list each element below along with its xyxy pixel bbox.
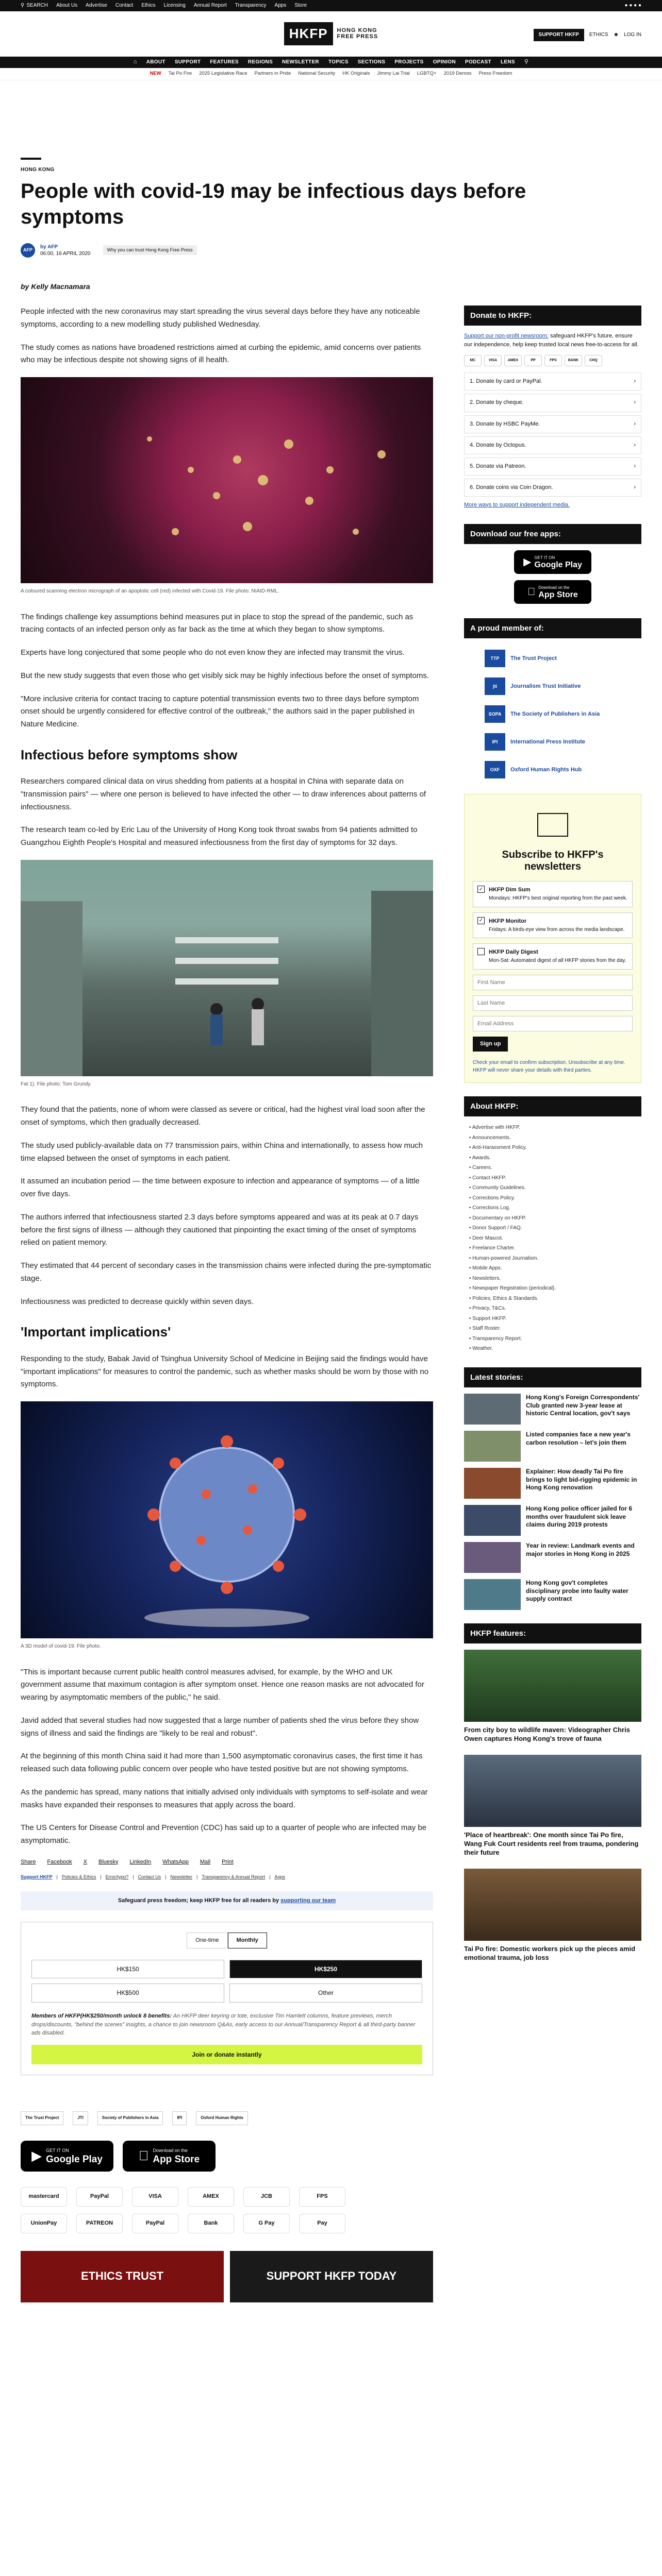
play-icon: ▶: [31, 2148, 42, 2164]
about-link[interactable]: • Contact HKFP.: [469, 1173, 641, 1183]
member-org[interactable]: OXF Oxford Human Rights Hub: [485, 756, 621, 784]
about-link[interactable]: • Staff Roster.: [469, 1324, 641, 1334]
share-label: Share: [21, 1858, 36, 1865]
about-link[interactable]: • Mobile Apps.: [469, 1263, 641, 1274]
payment-logo: PATREON: [76, 2214, 123, 2233]
covid-model-illustration: [21, 1401, 433, 1638]
byline-meta: [40, 244, 91, 257]
error-typo-link[interactable]: Error/typo?: [105, 1874, 129, 1879]
paragraph: It assumed an incubation period — the time between exposure to infection and appearance of symptoms — of a little over five days.: [21, 1177, 420, 1199]
paragraph: The study comes as nations have broadened restrictions aimed at curbing the epidemic, amid concerns over patients who may be infectious despite not showing signs of ill health.: [21, 343, 421, 365]
topbar-link-licensing[interactable]: Licensing: [163, 3, 186, 9]
paragraph: "More inclusive criteria for contact tracing to capture potential transmission events two to three days before symptom onset should be urgently considered for effective control of the outbreak," the authors said in the paper published in Nature Medicine.: [21, 694, 419, 729]
email-field[interactable]: [473, 1016, 633, 1031]
top-utility-bar: [0, 0, 662, 11]
share-bar: [21, 1858, 433, 1867]
story-thumbnail: [464, 1542, 521, 1573]
trending-item[interactable]: 2019 Demos: [443, 71, 472, 77]
first-name-field[interactable]: [473, 975, 633, 990]
story-thumbnail: [464, 1468, 521, 1499]
nav-podcast[interactable]: PODCAST: [465, 59, 491, 65]
topbar-link-annual-report[interactable]: Annual Report: [193, 3, 227, 9]
topbar-link-transparency[interactable]: Transparency: [235, 3, 267, 9]
promo-banners: [21, 2251, 433, 2302]
payment-logo: AMEX: [188, 2187, 234, 2207]
share-x[interactable]: X: [83, 1858, 88, 1865]
virus-micrograph-image: [21, 377, 433, 583]
login-link[interactable]: LOG IN: [624, 32, 641, 38]
about-link[interactable]: • Anti-Harassment Policy.: [469, 1143, 641, 1153]
payment-logo: FPS: [299, 2187, 345, 2207]
social-icons[interactable]: ● ● ● ●: [624, 3, 641, 9]
paragraph: People infected with the new coronavirus may start spreading the virus several days before they have any noticeable symptoms, according to a new modelling study published Wednesday.: [21, 307, 420, 329]
google-play-badge[interactable]: ▶ GET IT ON Google Play: [514, 550, 591, 574]
support-hkfp-button[interactable]: SUPPORT HKFP: [534, 29, 584, 41]
app-store-badges: [21, 2141, 433, 2172]
donate-method-item[interactable]: 6. Donate coins via Coin Dragon. ›: [464, 479, 641, 497]
checkbox[interactable]: [477, 948, 485, 955]
donate-method-item[interactable]: 3. Donate by HSBC PayMe. ›: [464, 415, 641, 433]
last-name-field[interactable]: [473, 995, 633, 1011]
frequency-toggle: [31, 1933, 422, 1948]
byline-author[interactable]: by AFP: [40, 244, 58, 250]
payment-methods: [21, 2187, 433, 2233]
features-widget-title: HKFP features:: [464, 1623, 641, 1643]
newsletter-note: Check your email to confirm subscription. Unsubscribe at any time. HKFP will never share your details with third parties.: [473, 1059, 625, 1073]
about-link[interactable]: • Awards.: [469, 1153, 641, 1163]
story-item[interactable]: Year in review: Landmark events and major stories in Hong Kong in 2025: [464, 1542, 641, 1573]
paragraph: The findings challenge key assumptions behind measures put in place to stop the spread of the pandemic, such as tracing contacts of an infected person only as far back as the time at which they began to show symptoms.: [21, 612, 413, 634]
page-container: [21, 158, 641, 2302]
trending-bar: [0, 68, 662, 80]
partner-logo[interactable]: IPI: [172, 2111, 187, 2125]
article-author: by Kelly Macnamara: [21, 282, 90, 291]
payment-card-icons: [464, 355, 641, 366]
paragraph: The study used publicly-available data on 77 transmission pairs, within China and internationally, to assess how much time elapsed between the onset of symptoms in each patient.: [21, 1141, 423, 1163]
payment-logo: UnionPay: [21, 2214, 67, 2233]
newsletter-option[interactable]: HKFP Daily Digest Mon-Sat: Automated digest of all HKFP stories from the day.: [473, 943, 633, 970]
home-icon[interactable]: ⌂: [133, 59, 137, 65]
about-links: [464, 1123, 641, 1354]
trending-item[interactable]: Press Freedom: [478, 71, 512, 77]
partner-logo[interactable]: JTI: [73, 2111, 88, 2125]
street-scene-image: [21, 860, 433, 1076]
paragraph: As the pandemic has spread, many nations that initially advised only individuals with symptoms to self-isolate and wear masks have expanded their responses to measures that apply across the board.: [21, 1787, 428, 1809]
main-nav: [0, 57, 662, 68]
about-link[interactable]: • Advertise with HKFP.: [469, 1123, 641, 1133]
member-org[interactable]: SOPA The Society of Publishers in Asia: [485, 700, 621, 728]
partner-logo[interactable]: The Trust Project: [21, 2111, 63, 2125]
card-icon: CHQ: [585, 355, 602, 366]
author-avatar[interactable]: AFP: [21, 243, 35, 258]
trending-item[interactable]: Jimmy Lai Trial: [377, 71, 410, 77]
donate-method-item[interactable]: 5. Donate via Patreon. ›: [464, 457, 641, 476]
donation-form: [21, 1922, 433, 2075]
card-icon: AMEX: [504, 355, 522, 366]
article-footer-links: Support HKFP | Policies & Ethics | Error/typo? | Contact Us | Newsletter | Transparency & Annual Report | Apps: [21, 1874, 433, 1881]
join-donate-button[interactable]: Join or donate instantly: [31, 2045, 422, 2065]
partner-logo[interactable]: Society of Publishers in Asia: [97, 2111, 163, 2125]
paragraph: But the new study suggests that even those who get visibly sick may be highly infectious before the onset of symptoms.: [21, 671, 429, 680]
member-organizations: [464, 645, 641, 784]
chevron-right-icon: ›: [634, 420, 636, 427]
paragraph: At the beginning of this month China said it had more than 1,500 asymptomatic coronavirus cases, the first time it has released such data following public concern over people who have tested positive but are not showing symptoms.: [21, 1752, 423, 1774]
apple-icon: [139, 2145, 149, 2166]
article-body: [21, 306, 433, 2302]
logo-mark: HKFP: [284, 22, 333, 45]
apps-widget-title: Download our free apps:: [464, 524, 641, 544]
payment-logo: Bank: [188, 2214, 234, 2233]
image-caption: A coloured scanning electron micrograph of an apoptotic cell (red) infected with Covid-19. File photo: NIAID-RML.: [21, 588, 279, 595]
member-org[interactable]: jti Journalism Trust Initiative: [485, 672, 621, 700]
nav-features[interactable]: FEATURES: [210, 59, 239, 65]
paragraph: The research team co-led by Eric Lau of the University of Hong Kong took throat swabs from 94 patients admitted to Guangzhou Eighth People's Hospital and measured infectiousness from the first day of symptoms for 32 days.: [21, 825, 418, 848]
nav-support[interactable]: SUPPORT: [174, 59, 201, 65]
trending-item[interactable]: HK Originals: [342, 71, 370, 77]
about-link[interactable]: • Privacy, T&Cs.: [469, 1303, 641, 1314]
donate-intro: Support our non-profit newsroom: safeguard HKFP's future, ensure our independence, help keep trusted local news free-to-access for all.: [464, 333, 639, 348]
paragraph: Experts have long conjectured that some people who do not even know they are infected may transmit the virus.: [21, 648, 405, 657]
nav-projects[interactable]: PROJECTS: [394, 59, 424, 65]
about-widget-title: About HKFP:: [464, 1096, 641, 1116]
paragraph: The US Centers for Disease Control and Prevention (CDC) has said up to a quarter of people who are infected may be asymptomatic.: [21, 1823, 427, 1845]
paragraph: Javid added that several studies had now suggested that a large number of patients shed the virus before they show signs of illness and said the findings are "likely to be real and robust".: [21, 1716, 419, 1738]
story-thumbnail: [464, 1394, 521, 1425]
street-scene-illustration: [21, 860, 433, 1076]
masthead: [0, 11, 662, 57]
play-icon: ▶: [523, 556, 532, 568]
member-org[interactable]: IPI International Press Institute: [485, 728, 621, 756]
trending-item[interactable]: LGBTQ+: [417, 71, 437, 77]
sidebar: [464, 306, 641, 2302]
payment-logo: PayPal: [76, 2187, 123, 2207]
partner-logo[interactable]: Oxford Human Rights: [196, 2111, 248, 2125]
frequency-monthly[interactable]: Monthly: [228, 1933, 267, 1948]
payment-logo: JCB: [243, 2187, 290, 2207]
donate-intro-link[interactable]: Support our non-profit newsroom:: [464, 333, 549, 340]
trending-item[interactable]: Partners in Pride: [254, 71, 291, 77]
policies-link[interactable]: Policies & Ethics: [61, 1874, 96, 1879]
search-link[interactable]: ⚲ SEARCH: [21, 2, 48, 10]
share-linkedin[interactable]: LinkedIn: [129, 1858, 152, 1865]
topbar-link-store[interactable]: Store: [294, 3, 307, 9]
donate-widget-title: Donate to HKFP:: [464, 306, 641, 326]
card-icon: PP: [524, 355, 542, 366]
paragraph: Responding to the study, Babak Javid of Tsinghua University School of Medicine in Beijing said the findings would have "important implications" for measures to control the pandemic, such as whether masks should be worn by those with no symptoms.: [21, 1354, 429, 1389]
topbar-link-ethics[interactable]: Ethics: [141, 3, 156, 9]
support-hkfp-link[interactable]: Support HKFP: [21, 1874, 53, 1879]
contact-link[interactable]: Contact Us: [138, 1874, 161, 1879]
member-org[interactable]: TTP The Trust Project: [485, 645, 621, 672]
trending-item[interactable]: Tai Po Fire: [168, 71, 192, 77]
chevron-right-icon: ›: [634, 463, 636, 469]
topbar-link-about[interactable]: About Us: [56, 3, 78, 9]
article-title: People with covid-19 may be infectious days before symptoms: [21, 179, 526, 228]
donate-method-item[interactable]: 4. Donate by Octopus. ›: [464, 436, 641, 454]
about-link[interactable]: • Support HKFP.: [469, 1314, 641, 1324]
chevron-right-icon: ›: [634, 484, 636, 490]
story-item[interactable]: Explainer: How deadly Tai Po fire brings to light bid-rigging epidemic in Hong Kong renovation: [464, 1468, 641, 1499]
chevron-right-icon: ›: [634, 442, 636, 448]
trending-item[interactable]: 2025 Legislative Race: [199, 71, 247, 77]
about-link[interactable]: • Donor Support / FAQ.: [469, 1223, 641, 1233]
partner-logos: [21, 2111, 433, 2125]
feature-thumbnail: [464, 1650, 641, 1722]
story-item[interactable]: Hong Kong's Foreign Correspondents' Club granted new 3-year lease at historic Central location, gov't says: [464, 1394, 641, 1425]
member-widget-title: A proud member of:: [464, 618, 641, 638]
payment-logo: Pay: [299, 2214, 345, 2233]
amount-option[interactable]: HK$150: [31, 1960, 224, 1979]
image-caption: Fat 1). File photo: Tom Grundy.: [21, 1081, 92, 1087]
latest-stories: [464, 1394, 641, 1610]
about-link[interactable]: • Documentary on HKFP.: [469, 1213, 641, 1224]
topbar-link-advertise[interactable]: Advertise: [86, 3, 107, 9]
subheading: 'Important implications': [21, 1324, 171, 1340]
signup-button[interactable]: Sign up: [473, 1037, 508, 1052]
story-item[interactable]: Hong Kong police officer jailed for 6 months over fraudulent sick leave claims during 2019 protests: [464, 1505, 641, 1536]
payment-logo: mastercard: [21, 2187, 67, 2207]
nav-about[interactable]: ABOUT: [146, 59, 166, 65]
about-link[interactable]: • Human-powered Journalism.: [469, 1253, 641, 1264]
support-banner: Safeguard press freedom; keep HKFP free for all readers by supporting our team: [21, 1891, 433, 1910]
site-logo[interactable]: [284, 22, 378, 45]
share-facebook[interactable]: Facebook: [47, 1858, 72, 1865]
newsletter-link[interactable]: Newsletter: [170, 1874, 192, 1879]
card-icon: MC: [464, 355, 482, 366]
feature-item[interactable]: From city boy to wildlife maven: Videographer Chris Owen captures Hong Kong's trove of fauna: [464, 1650, 641, 1743]
about-link[interactable]: • Newsletters.: [469, 1274, 641, 1284]
subheading: Infectious before symptoms show: [21, 747, 238, 762]
about-link[interactable]: • Corrections Policy.: [469, 1193, 641, 1204]
nav-sections[interactable]: SECTIONS: [357, 59, 386, 65]
nav-opinion[interactable]: OPINION: [433, 59, 456, 65]
newsletter-option[interactable]: ✓ HKFP Monitor Fridays: A birds-eye view from across the media landscape.: [473, 912, 633, 939]
donate-method-item[interactable]: 1. Donate by card or PayPal. ›: [464, 372, 641, 391]
amount-option-selected[interactable]: HK$250: [229, 1960, 422, 1979]
about-link[interactable]: • Newspaper Registration (periodical).: [469, 1283, 641, 1294]
story-item[interactable]: Listed companies face a new year's carbon resolution – let's join them: [464, 1431, 641, 1462]
google-play-badge[interactable]: ▶ GET IT ON Google Play: [21, 2141, 113, 2172]
card-icon: FPS: [544, 355, 562, 366]
card-icon: BANK: [565, 355, 582, 366]
title-rule: [21, 158, 41, 160]
paragraph: "This is important because current public health control measures advised, for example, by the WHO and UK government assume that maximum contagion is after symptom onset. Hence one reason masks are not advocated for wearing by asymptomatic members of the public," he said.: [21, 1667, 424, 1702]
story-thumbnail: [464, 1505, 521, 1536]
about-link[interactable]: • Weather.: [469, 1344, 641, 1354]
payment-logo: VISA: [132, 2187, 178, 2207]
image-caption: A 3D model of covid-19. File photo.: [21, 1643, 101, 1650]
about-link[interactable]: • Freelance Charter.: [469, 1243, 641, 1253]
paragraph: They estimated that 44 percent of secondary cases in the transmission chains were infected during the pre-symptomatic stage.: [21, 1261, 432, 1283]
nav-regions[interactable]: REGIONS: [247, 59, 273, 65]
share-bluesky[interactable]: Bluesky: [98, 1858, 119, 1865]
checkbox[interactable]: ✓: [477, 917, 485, 924]
covid-3d-model-image: [21, 1401, 433, 1638]
trending-item[interactable]: National Security: [298, 71, 336, 77]
transparency-link[interactable]: Transparency & Annual Report: [202, 1874, 266, 1879]
nav-lens[interactable]: LENS: [500, 59, 515, 65]
user-icon[interactable]: ☻: [613, 32, 619, 38]
payment-logo: G Pay: [243, 2214, 290, 2233]
feature-item[interactable]: Tai Po fire: Domestic workers pick up the pieces amid emotional trauma, job loss: [464, 1869, 641, 1962]
about-link[interactable]: • Community Guidelines.: [469, 1183, 641, 1193]
supporting-team-link[interactable]: supporting our team: [280, 1897, 336, 1904]
search-icon[interactable]: ⚲: [524, 59, 529, 65]
share-whatsapp[interactable]: WhatsApp: [162, 1858, 189, 1865]
support-promo-banner[interactable]: SUPPORT HKFP TODAY: [230, 2251, 433, 2302]
more-ways-link[interactable]: More ways to support independent media.: [464, 501, 570, 508]
story-thumbnail: [464, 1431, 521, 1462]
amount-options: [31, 1960, 422, 2003]
chevron-right-icon: ›: [634, 399, 636, 406]
card-icon: VISA: [484, 355, 502, 366]
newsletter-signup: [464, 794, 641, 1083]
paragraph: The authors inferred that infectiousness started 2.3 days before symptoms appeared and was at its peak at 0.7 days before the first signs of illness — although they cautioned that pinpointing the exact timing of the onset of symptoms relied on patient memory.: [21, 1212, 419, 1247]
feature-thumbnail: [464, 1755, 641, 1827]
donate-methods-list: [464, 372, 641, 496]
nav-newsletter[interactable]: NEWSLETTER: [282, 59, 319, 65]
payment-logo: PayPal: [132, 2214, 178, 2233]
topbar-link-contact[interactable]: Contact: [115, 3, 134, 9]
about-link[interactable]: • Careers.: [469, 1163, 641, 1173]
envelope-icon: [537, 813, 568, 837]
search-icon: ⚲: [21, 3, 25, 9]
share-mail[interactable]: Mail: [200, 1858, 211, 1865]
topbar-link-apps[interactable]: Apps: [274, 3, 287, 9]
ethics-link[interactable]: ETHICS: [589, 32, 608, 38]
about-link[interactable]: • Policies, Ethics & Standards.: [469, 1294, 641, 1304]
trust-link[interactable]: Why you can trust Hong Kong Free Press: [103, 245, 197, 256]
trending-label: NEW: [150, 71, 161, 77]
newsletter-option[interactable]: ✓ HKFP Dim Sum Mondays: HKFP's best original reporting from the past week.: [473, 881, 633, 907]
ethics-promo-banner[interactable]: ETHICS TRUST: [21, 2251, 224, 2302]
apple-icon: [527, 584, 535, 600]
donate-method-item[interactable]: 2. Donate by cheque. ›: [464, 394, 641, 412]
latest-widget-title: Latest stories:: [464, 1367, 641, 1387]
masthead-actions: [534, 29, 641, 41]
section-tag[interactable]: HONG KONG: [21, 167, 55, 173]
about-link[interactable]: • Corrections Log.: [469, 1203, 641, 1213]
newsletter-title: Subscribe to HKFP's newsletters: [502, 849, 604, 873]
feature-thumbnail: [464, 1869, 641, 1941]
app-store-badge[interactable]: Download on the App Store: [123, 2141, 216, 2172]
micrograph-illustration: [21, 377, 433, 583]
about-link[interactable]: • Announcements.: [469, 1133, 641, 1143]
nav-topics[interactable]: TOPICS: [328, 59, 349, 65]
paragraph: They found that the patients, none of whom were classed as severe or critical, had the highest viral load soon after the onset of symptoms, which then gradually decreased.: [21, 1105, 425, 1127]
paragraph: Infectiousness was predicted to decrease quickly within seven days.: [21, 1297, 254, 1306]
app-store-badge[interactable]: Download on the App Store: [514, 580, 591, 604]
paragraph: Researchers compared clinical data on virus shedding from patients at a hospital in China with separate data on "transmission pairs" — where one person is believed to have infected the other — to draw inferences about patterns of infectiousness.: [21, 777, 426, 811]
membership-description: Members of HKFP(HK$250/month unlock 8 benefits: An HKFP deer keyring or tote, exclusive Tim Hamlett columns, feature previews, merch drops/discounts, "behind the scenes" insights, a chance to join newsroom Q&As, early access to our Annual/Transparency Report & all third-party banner ads disabled.: [31, 2013, 416, 2037]
amount-option-other[interactable]: Other: [229, 1984, 422, 2003]
story-item[interactable]: Hong Kong gov't completes disciplinary probe into faulty water supply contract: [464, 1579, 641, 1610]
logo-wordmark: HONG KONG FREE PRESS: [337, 27, 378, 40]
share-print[interactable]: Print: [222, 1858, 234, 1865]
checkbox[interactable]: ✓: [477, 886, 485, 893]
amount-option[interactable]: HK$500: [31, 1984, 224, 2003]
about-link[interactable]: • Deer Mascot.: [469, 1233, 641, 1244]
about-link[interactable]: • Transparency Report.: [469, 1334, 641, 1344]
byline: [21, 243, 641, 258]
apps-link[interactable]: Apps: [274, 1874, 285, 1879]
content-layout: [21, 306, 641, 2302]
chevron-right-icon: ›: [634, 378, 636, 385]
frequency-one-time[interactable]: One-time: [187, 1933, 227, 1948]
article-date: 06:00, 16 APRIL 2020: [40, 250, 91, 257]
story-thumbnail: [464, 1579, 521, 1610]
feature-item[interactable]: 'Place of heartbreak': One month since Tai Po fire, Wang Fuk Court residents reel from trauma, pondering their future: [464, 1755, 641, 1857]
